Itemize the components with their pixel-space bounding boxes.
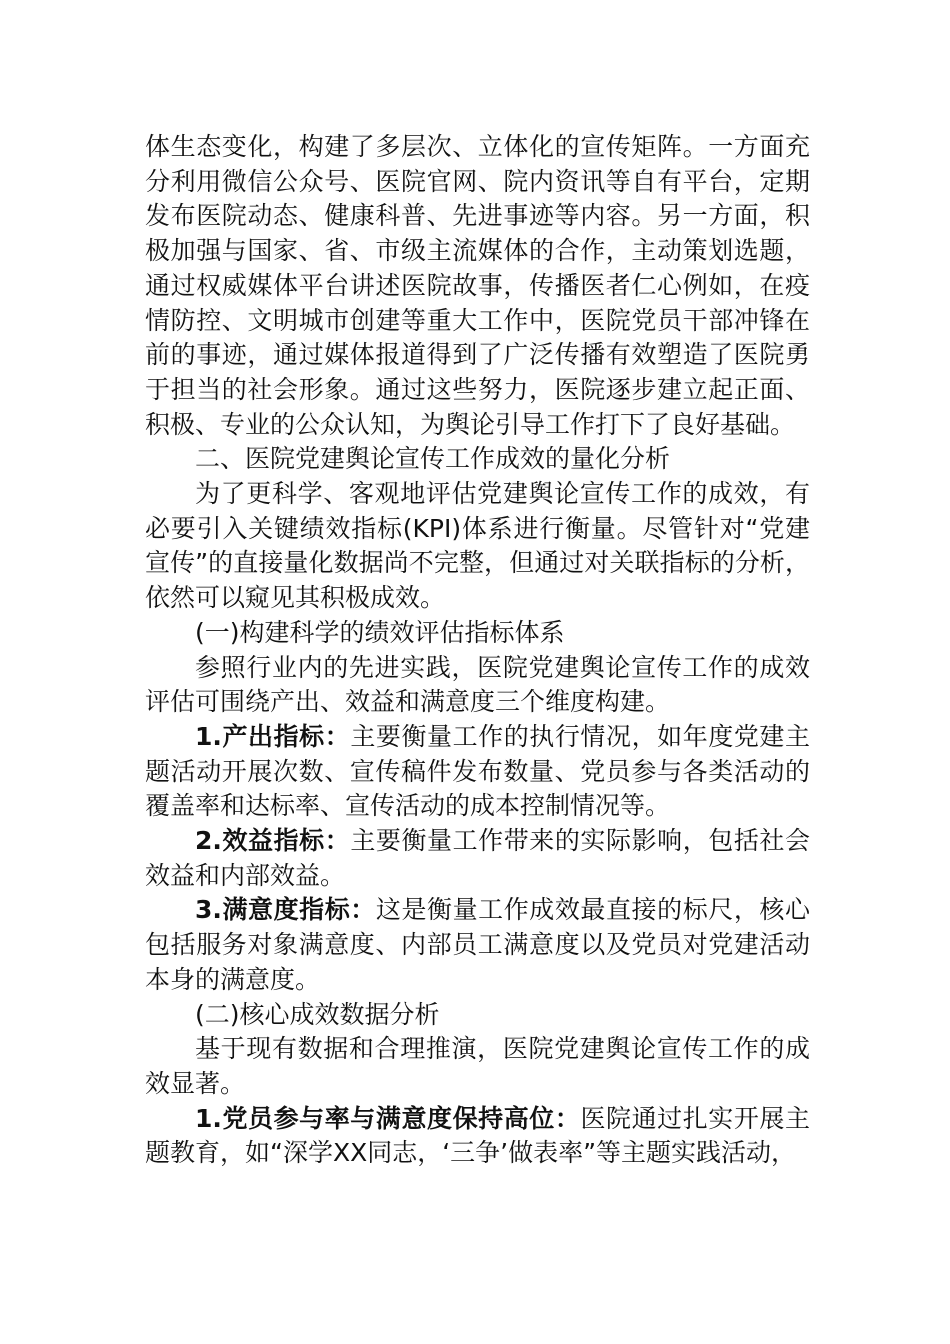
body-paragraph (145, 477, 810, 616)
paragraph-text: 这是衡量工作成效最直接的标尺，核心包括服务对象满意度、内部员工满意度以及党员对党建活动本身的满意度。 (145, 895, 810, 994)
indicator-lead: 1.产出指标： (195, 721, 351, 751)
section-heading-text: 二、医院党建舆论宣传工作成效的量化分析 (195, 444, 671, 474)
paragraph-text: 主要衡量工作的执行情况，如年度党建主题活动开展次数、宣传稿件发布数量、党员参与各类活动的覆盖率和达标率、宣传活动的成本控制情况等。 (145, 721, 810, 821)
findings-paragraph (145, 1102, 810, 1171)
indicator-lead: 2.效益指标： (195, 826, 351, 856)
paragraph-text: 体生态变化，构建了多层次、立体化的宣传矩阵。一方面充分利用微信公众号、医院官网、院内资讯等自有平台，定期发布医院动态、健康科普、先进事迹等内容。另一方面，积极加强与国家、省、市级主流媒体的合作，主动策划选题，通过权威媒体平台讲述医院故事，传播医者仁心例如，在疫情防控、文明城市创建等重大工作中，医院党员干部冲锋在前的事迹，通过媒体报道得到了广泛传播有效塑造了医院勇于担当的社会形象。通过这些努力，医院逐步建立起正面、积极、专业的公众认知，为舆论引导工作打下了良好基础。 (145, 132, 810, 439)
body-paragraph (145, 130, 810, 442)
body-paragraph (145, 1032, 810, 1101)
paragraph-text: 参照行业内的先进实践，医院党建舆论宣传工作的成效评估可围绕产出、效益和满意度三个维度构建。 (145, 652, 810, 717)
subsection-heading-text: (二)核心成效数据分析 (195, 999, 440, 1029)
indicator-paragraph (145, 893, 810, 997)
finding-lead: 1.党员参与率与满意度保持高位： (195, 1103, 581, 1133)
body-paragraph (145, 651, 810, 720)
indicator-paragraph (145, 720, 810, 824)
section-heading (145, 442, 810, 477)
paragraph-text: 主要衡量工作带来的实际影响，包括社会效益和内部效益。 (145, 826, 810, 890)
indicator-lead: 3.满意度指标： (195, 895, 376, 925)
indicator-paragraph (145, 824, 810, 893)
paragraph-text: 基于现有数据和合理推演，医院党建舆论宣传工作的成效显著。 (145, 1034, 810, 1098)
subsection-heading (145, 616, 810, 651)
subsection-heading (145, 998, 810, 1033)
document-body (145, 130, 810, 1171)
subsection-heading-text: (一)构建科学的绩效评估指标体系 (195, 617, 565, 647)
paragraph-text: 医院通过扎实开展主题教育，如“深学XX同志，‘三争’做表率”等主题实践活动， (145, 1103, 810, 1168)
paragraph-text: 为了更科学、客观地评估党建舆论宣传工作的成效，有必要引入关键绩效指标(KPI)体系进行衡量。尽管针对“党建宣传”的直接量化数据尚不完整，但通过对关联指标的分析，依然可以窥见其积极成效。 (145, 479, 810, 613)
